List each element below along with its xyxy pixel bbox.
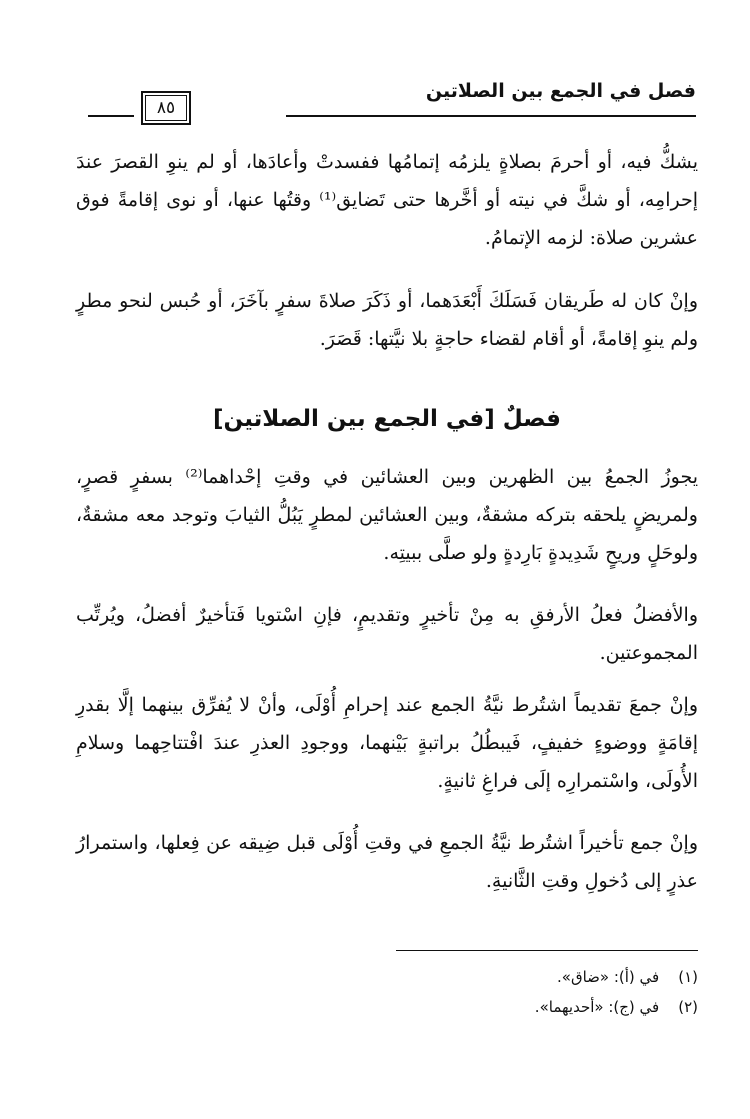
paragraph-3: يجوزُ الجمعُ بين الظهرين وبين العشائين في وقتِ إحْداهما⁽²⁾ بسفرٍ قصرٍ، ولمريضٍ يلحقه بتركه مشقةٌ، وبين العشائين لمطرٍ يَبُلُّ الثيابَ وتوجد معه مشقةٌ، ولوحَلٍ وريحٍ شَدِيدةٍ بَارِدةٍ ولو صلَّى ببيتِه. [76,466,698,564]
chapter-heading: فصلٌ [في الجمع بين الصلاتين] [213,406,561,432]
paragraph-1: يشكُّ فيه، أو أحرمَ بصلاةٍ يلزمُه إتمامُها ففسدتْ وأعادَها، أو لم ينوِ القصرَ عندَ إحرامِه، أو شكَّ في نيته أو أخَّرها حتى تَضايق⁽¹⁾ وقتُها عنها، أو نوى إقامةً فوق عشرين صلاة: لزمه الإتمامُ. [76,151,698,249]
header-rule-right [286,115,696,117]
running-header [88,80,696,130]
paragraph-5: وإنْ جمعَ تقديماً اشتُرط نيَّةُ الجمع عند إحرامِ أُوْلَى، وأنْ لا يُفرِّق بينهما إلَّا بقدرِ إقامَةٍ ووضوءٍ خفيفٍ، فَيبطُلُ براتبةٍ بَيْنهما، ووجودِ العذرِ عندَ افْتتاحِهما وسلامِ الأُولَى، واسْتمرارِه إلَى فراغِ ثانيةٍ. [76,694,698,792]
footnote-number: (١) [678,968,698,986]
footnote-text: في (ج): «أحديهما». [534,998,660,1016]
footnote-text: في (أ): «ضاق». [557,968,660,986]
footnote-2 [78,992,698,1022]
footnote-number: (٢) [678,998,698,1016]
header-rule-left [88,115,134,117]
footnotes [78,962,698,1022]
paragraph-2: وإنْ كان له طَريقان فَسَلَكَ أَبْعَدَهما، أو ذَكَرَ صلاةَ سفرٍ بآخَرَ، أو حُبس لنحو مطرٍ ولم ينوِ إقامةً، أو أقام لقضاء حاجةٍ بلا نيَّتها: قَصَرَ. [76,290,698,350]
page-number: ٨٥ [141,91,191,125]
running-title: فصل في الجمع بين الصلاتين [425,80,696,102]
footnote-1 [78,962,698,992]
paragraph-4: والأفضلُ فعلُ الأرفقِ به مِنْ تأخيرٍ وتقديمٍ، فإنِ اسْتويا فَتأخيرٌ أفضلُ، ويُرتِّب المجموعتين. [76,604,698,664]
footnote-separator [396,950,698,951]
paragraph-6: وإنْ جمع تأخيراً اشتُرط نيَّةُ الجمعِ في وقتِ أُوْلَى قبل ضِيقه عن فِعلها، واستمرارُ عذرٍ إلى دُخولِ وقتِ الثَّانيةِ. [76,832,698,892]
